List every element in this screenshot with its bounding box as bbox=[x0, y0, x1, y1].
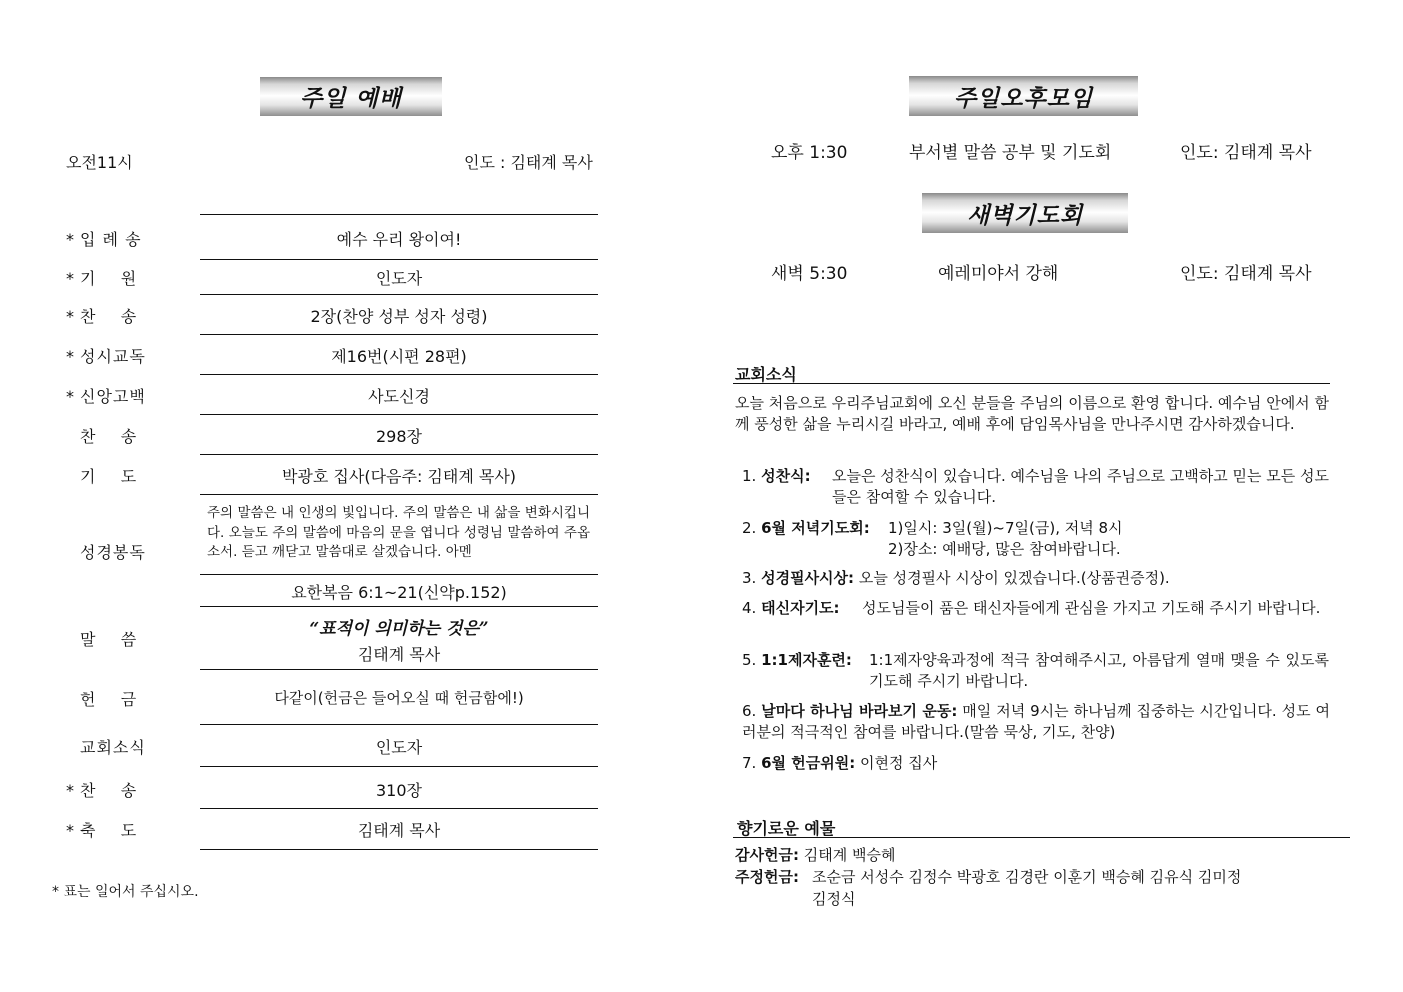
order-content: 298장 bbox=[376, 427, 422, 446]
order-rule bbox=[200, 494, 598, 495]
sermon-title: “표적이 의미하는 것은” bbox=[309, 619, 489, 639]
footnote: * 표는 일어서 주십시오. bbox=[52, 884, 199, 900]
order-rule bbox=[200, 724, 598, 725]
offering-names: 조순금 서성수 김정수 박광호 김경란 이훈기 백승혜 김유식 김미정 bbox=[812, 868, 1242, 886]
worship-time: 오전11시 bbox=[66, 153, 133, 172]
order-content: 제16번(시편 28편) bbox=[331, 347, 467, 366]
offering-names: 김정식 bbox=[812, 890, 856, 908]
news-item: 1. 성찬식: bbox=[742, 467, 811, 485]
order-label: 교회소식 bbox=[80, 738, 146, 757]
order-rule bbox=[200, 454, 598, 455]
order-content: 2장(찬양 성부 성자 성령) bbox=[310, 307, 488, 326]
afternoon-leader: 인도: 김태계 목사 bbox=[1180, 143, 1312, 163]
dawn-desc: 예레미야서 강해 bbox=[938, 264, 1059, 284]
order-content: 사도신경 bbox=[368, 387, 430, 406]
order-rule bbox=[200, 766, 598, 767]
order-rule bbox=[200, 294, 598, 295]
news-item-text: 오늘은 성찬식이 있습니다. 예수님을 나의 주님으로 고백하고 믿는 모든 성도들은 참여할 수 있습니다. bbox=[832, 467, 1329, 506]
order-rule bbox=[200, 574, 598, 575]
worship-banner-title: 주일 예배 bbox=[300, 85, 402, 112]
news-intro: 오늘 처음으로 우리주님교회에 오신 분들을 주님의 이름으로 환영 합니다. 예수님 안에서 함께 풍성한 삶을 누리시길 바라고, 예배 후에 담임목사님을 만나주시면 감사하겠습니다. bbox=[735, 394, 1329, 433]
order-rule bbox=[200, 669, 598, 670]
order-label: * 찬 송 bbox=[66, 781, 138, 800]
order-label: * 입 례 송 bbox=[66, 230, 142, 249]
dawn-leader: 인도: 김태계 목사 bbox=[1180, 264, 1312, 284]
order-content: 인도자 bbox=[375, 738, 423, 757]
news-item: 5. 1:1제자훈련: bbox=[742, 651, 852, 669]
sermon-preacher: 김태계 목사 bbox=[357, 645, 441, 664]
offering-title: 향기로운 예물 bbox=[737, 819, 836, 838]
order-rule bbox=[200, 606, 598, 607]
news-item: 6. 날마다 하나님 바라보기 운동: 매일 저녁 9시는 하나님께 집중하는 시간입니다. 성도 여러분의 적극적인 참여를 바랍니다.(말씀 묵상, 기도, 찬양) bbox=[742, 702, 1330, 741]
order-label: 기 도 bbox=[80, 467, 138, 486]
news-item-text: 2)장소: 예배당, 많은 참여바랍니다. bbox=[888, 540, 1121, 558]
order-label: 찬 송 bbox=[80, 427, 138, 446]
order-rule bbox=[200, 374, 598, 375]
order-content: 인도자 bbox=[375, 269, 423, 288]
news-item: 2. 6월 저녁기도회: bbox=[742, 519, 870, 537]
order-rule bbox=[200, 334, 598, 335]
afternoon-banner bbox=[909, 76, 1138, 116]
worship-leader: 인도 : 김태계 목사 bbox=[464, 153, 593, 172]
worship-banner bbox=[260, 77, 442, 116]
order-rule bbox=[200, 414, 598, 415]
offering-row: 주정헌금: bbox=[735, 868, 799, 886]
dawn-banner-title: 새벽기도회 bbox=[966, 201, 1084, 229]
news-item: 7. 6월 헌금위원: 이현정 집사 bbox=[742, 754, 938, 772]
afternoon-banner-title: 주일오후모임 bbox=[953, 84, 1094, 112]
scripture-reference: 요한복음 6:1~21(신약p.152) bbox=[291, 583, 507, 602]
order-label: 헌 금 bbox=[80, 690, 138, 709]
order-content: 김태계 목사 bbox=[357, 821, 441, 840]
news-rule bbox=[733, 383, 1330, 384]
offering-rule bbox=[733, 837, 1350, 838]
news-title: 교회소식 bbox=[735, 365, 797, 384]
order-label: * 성시교독 bbox=[66, 347, 146, 366]
order-label: * 기 원 bbox=[66, 269, 138, 288]
order-label: * 축 도 bbox=[66, 821, 138, 840]
order-rule bbox=[200, 808, 598, 809]
news-item-text: 1:1제자양육과정에 적극 참여해주시고, 아름답게 열매 맺을 수 있도록 기도해 주시기 바랍니다. bbox=[869, 651, 1329, 690]
order-label: 말 씀 bbox=[80, 630, 138, 649]
order-content: 박광호 집사(다음주: 김태계 목사) bbox=[281, 467, 517, 486]
news-item-text: 성도님들이 품은 태신자들에게 관심을 가지고 기도해 주시기 바랍니다. bbox=[862, 599, 1321, 617]
dawn-time: 새벽 5:30 bbox=[771, 264, 848, 284]
order-label: * 찬 송 bbox=[66, 307, 138, 326]
order-rule bbox=[200, 259, 598, 260]
order-rule bbox=[200, 849, 598, 850]
order-content: 다같이(헌금은 들어오실 때 헌금함에!) bbox=[274, 689, 524, 707]
news-item-text: 1)일시: 3일(월)~7일(금), 저녁 8시 bbox=[888, 519, 1123, 537]
scripture-prayer: 주의 말씀은 내 인생의 빛입니다. 주의 말씀은 내 삶을 변화시킵니다. 오늘도 주의 말씀에 마음의 문을 엽니다 성령님 말씀하여 주옵소서. 듣고 깨닫고 말씀대로 살겠습니다. 아멘 bbox=[207, 505, 590, 560]
news-item: 3. 성경필사시상: 오늘 성경필사 시상이 있겠습니다.(상품권증정). bbox=[742, 569, 1170, 587]
order-rule bbox=[200, 214, 598, 215]
afternoon-time: 오후 1:30 bbox=[771, 143, 848, 163]
order-label: 성경봉독 bbox=[80, 543, 146, 562]
offering-row: 감사헌금: 김태계 백승혜 bbox=[735, 846, 896, 864]
order-label: * 신앙고백 bbox=[66, 387, 146, 406]
order-content: 예수 우리 왕이여! bbox=[336, 230, 462, 249]
dawn-banner bbox=[922, 193, 1128, 233]
afternoon-desc: 부서별 말씀 공부 및 기도회 bbox=[909, 143, 1112, 163]
order-content: 310장 bbox=[376, 781, 422, 800]
news-item: 4. 태신자기도: bbox=[742, 599, 840, 617]
